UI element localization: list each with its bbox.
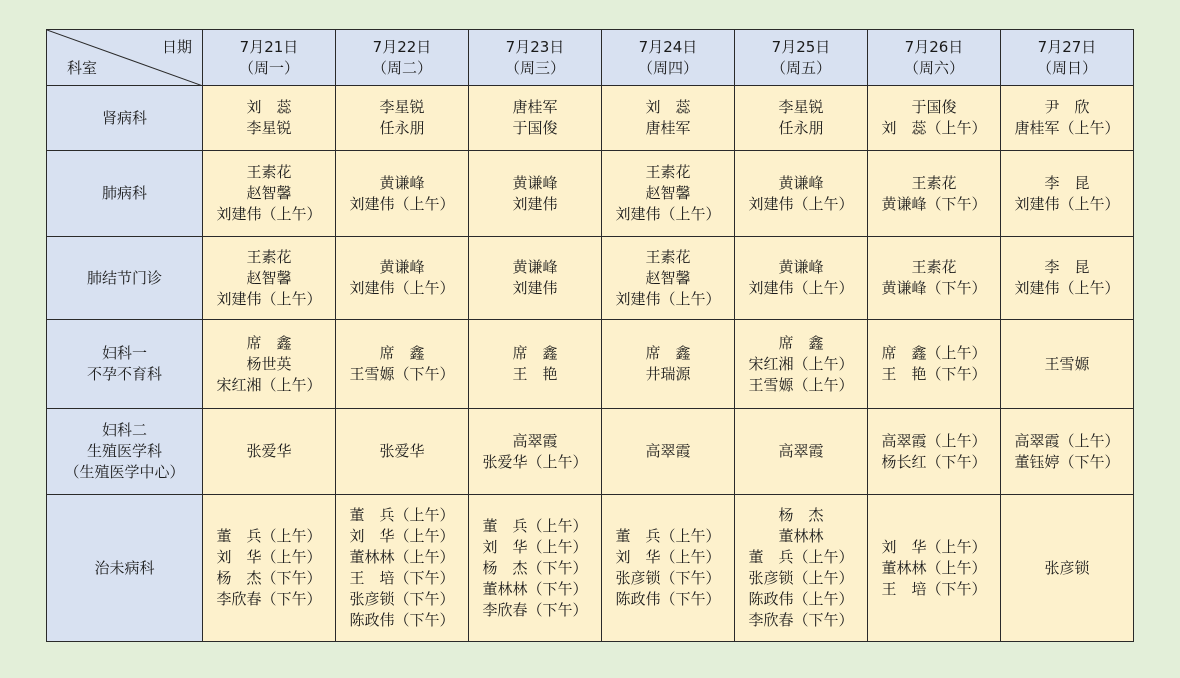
schedule-cell bbox=[469, 495, 602, 642]
doctor-entry: 唐桂军 bbox=[512, 98, 558, 116]
schedule-cell bbox=[868, 86, 1001, 151]
doctor-entry: 席 鑫 bbox=[645, 344, 691, 362]
doctor-entry: 董 兵（上午） bbox=[482, 516, 588, 535]
doctor-list bbox=[216, 333, 321, 396]
department-cell bbox=[47, 237, 203, 320]
date-label: 7月26日 bbox=[904, 37, 964, 56]
table-row bbox=[47, 409, 1134, 495]
doctor-entry: 杨 杰（下午） bbox=[216, 569, 322, 587]
doctor-entry: 宋红湘（上午） bbox=[748, 354, 854, 373]
schedule-cell bbox=[203, 86, 336, 151]
doctor-entry: 高翠霞 bbox=[512, 431, 558, 450]
doctor-entry: 黄谦峰 bbox=[379, 173, 425, 192]
schedule-cell bbox=[1001, 409, 1134, 495]
doctor-entry: 刘 华（上午） bbox=[881, 537, 987, 556]
doctor-entry: 董林林（上午） bbox=[881, 558, 987, 577]
doctor-entry: 赵智馨 bbox=[645, 268, 691, 287]
weekday-label: （周五） bbox=[770, 58, 831, 77]
doctor-list bbox=[615, 162, 720, 225]
date-header-cell bbox=[1001, 30, 1134, 86]
weekday-label: （周日） bbox=[1036, 58, 1097, 77]
schedule-cell bbox=[469, 409, 602, 495]
doctor-entry: 张爱华（上午） bbox=[482, 452, 588, 471]
doctor-entry: 李星锐 bbox=[246, 119, 292, 137]
doctor-entry: 席 鑫 bbox=[512, 344, 558, 362]
doctor-list bbox=[748, 333, 853, 396]
doctor-list bbox=[216, 247, 321, 310]
table-row bbox=[47, 320, 1134, 409]
doctor-list bbox=[1014, 431, 1119, 473]
doctor-entry: 刘 华（上午） bbox=[482, 537, 588, 556]
doctor-entry: 王雪嫄（上午） bbox=[748, 375, 854, 394]
doctor-entry: 刘 蕊（上午） bbox=[881, 119, 987, 137]
date-header-cell bbox=[868, 30, 1001, 86]
doctor-entry: 王素花 bbox=[911, 173, 957, 192]
doctor-entry: 刘建伟（上午） bbox=[349, 194, 455, 213]
doctor-entry: 席 鑫 bbox=[246, 333, 292, 352]
header-row bbox=[47, 30, 1134, 86]
doctor-entry: 刘建伟（上午） bbox=[615, 205, 721, 223]
doctor-entry: 张彦锁（下午） bbox=[615, 569, 721, 587]
doctor-entry: 杨 杰 bbox=[778, 506, 824, 524]
doctor-entry: 王素花 bbox=[645, 247, 691, 266]
doctor-entry: 刘建伟（上午） bbox=[216, 205, 322, 223]
doctor-list bbox=[881, 343, 986, 385]
doctor-entry: 刘 华（上午） bbox=[349, 527, 455, 545]
doctor-list bbox=[778, 97, 823, 139]
doctor-entry: 陈政伟（上午） bbox=[748, 590, 854, 608]
schedule-cell bbox=[336, 409, 469, 495]
schedule-cell bbox=[602, 495, 735, 642]
doctor-entry: 席 鑫 bbox=[778, 333, 824, 352]
doctor-list bbox=[615, 247, 720, 310]
doctor-entry: 董钰婷（下午） bbox=[1014, 452, 1120, 471]
doctor-entry: 席 鑫（上午） bbox=[881, 344, 987, 362]
doctor-entry: 王素花 bbox=[911, 258, 957, 276]
doctor-entry: 高翠霞（上午） bbox=[1014, 431, 1120, 450]
doctor-entry: 宋红湘（上午） bbox=[216, 375, 322, 394]
doctor-entry: 杨世英 bbox=[246, 354, 292, 373]
doctor-list bbox=[216, 162, 321, 225]
department-axis-label: 科室 bbox=[67, 59, 98, 77]
doctor-list bbox=[482, 516, 587, 621]
doctor-entry: 王 艳（下午） bbox=[881, 365, 987, 383]
doctor-list bbox=[246, 97, 291, 139]
doctor-entry: 黄谦峰 bbox=[778, 258, 824, 276]
doctor-entry: 陈政伟（下午） bbox=[615, 590, 721, 608]
department-cell bbox=[47, 495, 203, 642]
doctor-list bbox=[881, 537, 986, 600]
department-name: 肺结节门诊 bbox=[86, 268, 162, 287]
doctor-entry: 任永朋 bbox=[778, 119, 824, 137]
schedule-cell bbox=[469, 237, 602, 320]
schedule-cell bbox=[868, 495, 1001, 642]
doctor-entry: 董林林 bbox=[778, 527, 824, 545]
doctor-entry: 唐桂军 bbox=[645, 119, 691, 137]
doctor-list bbox=[482, 431, 587, 473]
doctor-entry: 席 鑫 bbox=[379, 344, 425, 362]
doctor-entry: 高翠霞 bbox=[778, 442, 824, 460]
schedule-cell bbox=[1001, 151, 1134, 237]
schedule-cell bbox=[1001, 86, 1134, 151]
doctor-entry: 黄谦峰（下午） bbox=[881, 194, 987, 213]
weekday-label: （周一） bbox=[238, 58, 299, 77]
doctor-entry: 赵智馨 bbox=[645, 184, 691, 202]
schedule-cell bbox=[203, 237, 336, 320]
doctor-entry: 于国俊 bbox=[911, 98, 957, 116]
doctor-entry: 董 兵（上午） bbox=[615, 527, 721, 545]
doctor-list bbox=[1014, 97, 1119, 139]
schedule-cell bbox=[868, 237, 1001, 320]
schedule-cell bbox=[735, 409, 868, 495]
doctor-entry: 高翠霞 bbox=[645, 442, 691, 460]
schedule-cell bbox=[469, 320, 602, 409]
date-label: 7月23日 bbox=[505, 37, 565, 56]
schedule-cell bbox=[1001, 320, 1134, 409]
schedule-cell bbox=[602, 86, 735, 151]
doctor-list bbox=[881, 173, 986, 215]
weekday-label: （周六） bbox=[903, 58, 964, 77]
doctor-entry: 李星锐 bbox=[778, 98, 824, 116]
doctor-list bbox=[349, 257, 454, 299]
doctor-entry: 尹 欣 bbox=[1044, 98, 1090, 116]
corner-header-cell bbox=[47, 30, 203, 86]
department-name: （生殖医学中心） bbox=[64, 463, 185, 481]
date-label: 7月21日 bbox=[239, 37, 299, 56]
doctor-entry: 刘 华（上午） bbox=[615, 548, 721, 566]
date-label: 7月22日 bbox=[372, 37, 432, 56]
schedule-table-wrapper bbox=[46, 29, 1134, 642]
schedule-cell bbox=[336, 86, 469, 151]
doctor-list bbox=[349, 173, 454, 215]
doctor-entry: 张爱华 bbox=[246, 442, 292, 460]
department-name: 妇科二 bbox=[101, 421, 147, 439]
schedule-cell bbox=[735, 237, 868, 320]
date-header-cell bbox=[602, 30, 735, 86]
doctor-list bbox=[379, 97, 424, 139]
date-header-cell bbox=[203, 30, 336, 86]
doctor-entry: 赵智馨 bbox=[246, 268, 292, 287]
doctor-entry: 李欣春（下午） bbox=[216, 590, 322, 608]
doctor-entry: 刘 蕊 bbox=[645, 98, 691, 116]
doctor-list bbox=[1014, 257, 1119, 299]
table-row bbox=[47, 495, 1134, 642]
date-header-cell bbox=[735, 30, 868, 86]
schedule-cell bbox=[735, 86, 868, 151]
doctor-entry: 刘建伟（上午） bbox=[615, 289, 721, 308]
doctor-list bbox=[748, 505, 853, 631]
schedule-cell bbox=[735, 495, 868, 642]
doctor-list bbox=[615, 526, 720, 610]
doctor-entry: 陈政伟（下午） bbox=[349, 611, 455, 629]
schedule-cell bbox=[1001, 495, 1134, 642]
weekday-label: （周二） bbox=[371, 58, 432, 77]
doctor-entry: 王素花 bbox=[645, 163, 691, 181]
doctor-entry: 杨 杰（下午） bbox=[482, 558, 588, 577]
doctor-list bbox=[1014, 173, 1119, 215]
department-name: 妇科一 bbox=[101, 344, 147, 362]
doctor-list bbox=[216, 526, 321, 610]
table-row bbox=[47, 151, 1134, 237]
doctor-entry: 董 兵（上午） bbox=[216, 527, 322, 545]
doctor-list bbox=[645, 343, 690, 385]
doctor-entry: 刘建伟（上午） bbox=[748, 279, 854, 297]
doctor-entry: 王素花 bbox=[246, 163, 292, 181]
schedule-table bbox=[46, 29, 1134, 642]
doctor-entry: 黄谦峰 bbox=[512, 258, 558, 276]
schedule-cell bbox=[868, 409, 1001, 495]
schedule-cell bbox=[203, 495, 336, 642]
doctor-entry: 刘建伟（上午） bbox=[748, 194, 854, 213]
doctor-entry: 刘建伟（上午） bbox=[349, 279, 455, 297]
doctor-entry: 王雪嫄（下午） bbox=[349, 365, 455, 383]
table-row bbox=[47, 237, 1134, 320]
doctor-list bbox=[379, 441, 424, 462]
doctor-entry: 任永朋 bbox=[379, 119, 425, 137]
schedule-cell bbox=[336, 237, 469, 320]
doctor-entry: 李 昆 bbox=[1044, 173, 1090, 192]
doctor-list bbox=[512, 173, 557, 215]
doctor-entry: 刘建伟 bbox=[512, 279, 558, 297]
doctor-entry: 董 兵（上午） bbox=[748, 548, 854, 566]
department-cell bbox=[47, 86, 203, 151]
schedule-cell bbox=[203, 151, 336, 237]
table-body bbox=[47, 86, 1134, 642]
doctor-entry: 于国俊 bbox=[512, 119, 558, 137]
doctor-entry: 黄谦峰 bbox=[379, 258, 425, 276]
doctor-entry: 李欣春（下午） bbox=[482, 600, 588, 619]
doctor-entry: 张彦锁（下午） bbox=[349, 590, 455, 608]
doctor-entry: 王雪嫄 bbox=[1044, 354, 1090, 373]
table-row bbox=[47, 86, 1134, 151]
doctor-entry: 董 兵（上午） bbox=[349, 506, 455, 524]
doctor-list bbox=[512, 257, 557, 299]
doctor-list bbox=[512, 343, 557, 385]
date-header-cell bbox=[469, 30, 602, 86]
schedule-cell bbox=[602, 320, 735, 409]
doctor-entry: 王 艳 bbox=[512, 365, 558, 383]
schedule-cell bbox=[602, 151, 735, 237]
doctor-list bbox=[512, 97, 557, 139]
doctor-entry: 赵智馨 bbox=[246, 184, 292, 202]
schedule-cell bbox=[602, 409, 735, 495]
schedule-cell bbox=[735, 151, 868, 237]
department-name: 肺病科 bbox=[101, 184, 147, 202]
doctor-entry: 黄谦峰 bbox=[778, 173, 824, 192]
doctor-list bbox=[349, 343, 454, 385]
doctor-entry: 王素花 bbox=[246, 247, 292, 266]
doctor-entry: 张彦锁（上午） bbox=[748, 569, 854, 587]
doctor-entry: 杨长红（下午） bbox=[881, 452, 987, 471]
doctor-entry: 董林林（下午） bbox=[482, 579, 588, 598]
doctor-list bbox=[881, 431, 986, 473]
schedule-cell bbox=[1001, 237, 1134, 320]
doctor-entry: 井瑞源 bbox=[645, 365, 691, 383]
date-axis-label: 日期 bbox=[161, 38, 192, 56]
weekday-label: （周三） bbox=[504, 58, 565, 77]
schedule-cell bbox=[469, 86, 602, 151]
doctor-entry: 李欣春（下午） bbox=[748, 611, 854, 629]
schedule-cell bbox=[336, 320, 469, 409]
doctor-entry: 刘建伟 bbox=[512, 194, 558, 213]
doctor-list bbox=[349, 505, 454, 631]
doctor-list bbox=[778, 441, 823, 462]
doctor-entry: 高翠霞（上午） bbox=[881, 431, 987, 450]
schedule-cell bbox=[868, 151, 1001, 237]
doctor-entry: 王 培（下午） bbox=[881, 579, 987, 598]
department-name: 不孕不育科 bbox=[86, 365, 162, 383]
schedule-cell bbox=[203, 320, 336, 409]
schedule-cell bbox=[336, 495, 469, 642]
schedule-cell bbox=[868, 320, 1001, 409]
date-label: 7月25日 bbox=[771, 37, 831, 56]
schedule-cell bbox=[336, 151, 469, 237]
doctor-entry: 张彦锁 bbox=[1044, 558, 1090, 577]
department-name: 治未病科 bbox=[94, 558, 155, 577]
schedule-cell bbox=[203, 409, 336, 495]
doctor-entry: 刘 华（上午） bbox=[216, 548, 322, 566]
doctor-list bbox=[748, 257, 853, 299]
schedule-cell bbox=[602, 237, 735, 320]
doctor-entry: 黄谦峰 bbox=[512, 173, 558, 192]
department-cell bbox=[47, 409, 203, 495]
department-name: 肾病科 bbox=[101, 108, 147, 127]
weekday-label: （周四） bbox=[637, 58, 698, 77]
doctor-entry: 王 培（下午） bbox=[349, 569, 455, 587]
date-label: 7月27日 bbox=[1037, 37, 1097, 56]
doctor-list bbox=[881, 97, 986, 139]
doctor-entry: 刘建伟（上午） bbox=[1014, 279, 1120, 297]
department-cell bbox=[47, 320, 203, 409]
doctor-list bbox=[748, 173, 853, 215]
date-label: 7月24日 bbox=[638, 37, 698, 56]
schedule-cell bbox=[735, 320, 868, 409]
date-header-cell bbox=[336, 30, 469, 86]
doctor-list bbox=[645, 441, 690, 462]
doctor-list bbox=[881, 257, 986, 299]
doctor-entry: 刘建伟（上午） bbox=[216, 289, 322, 308]
doctor-entry: 李星锐 bbox=[379, 98, 425, 116]
schedule-cell bbox=[469, 151, 602, 237]
doctor-entry: 唐桂军（上午） bbox=[1014, 119, 1120, 137]
doctor-entry: 张爱华 bbox=[379, 442, 425, 460]
doctor-list bbox=[246, 441, 291, 462]
doctor-list bbox=[1044, 558, 1089, 579]
doctor-entry: 刘 蕊 bbox=[246, 98, 292, 116]
department-cell bbox=[47, 151, 203, 237]
doctor-list bbox=[1044, 354, 1089, 375]
doctor-entry: 黄谦峰（下午） bbox=[881, 279, 987, 297]
doctor-list bbox=[645, 97, 690, 139]
doctor-entry: 李 昆 bbox=[1044, 258, 1090, 276]
department-name: 生殖医学科 bbox=[86, 442, 162, 460]
doctor-entry: 刘建伟（上午） bbox=[1014, 194, 1120, 213]
doctor-entry: 董林林（上午） bbox=[349, 548, 455, 566]
